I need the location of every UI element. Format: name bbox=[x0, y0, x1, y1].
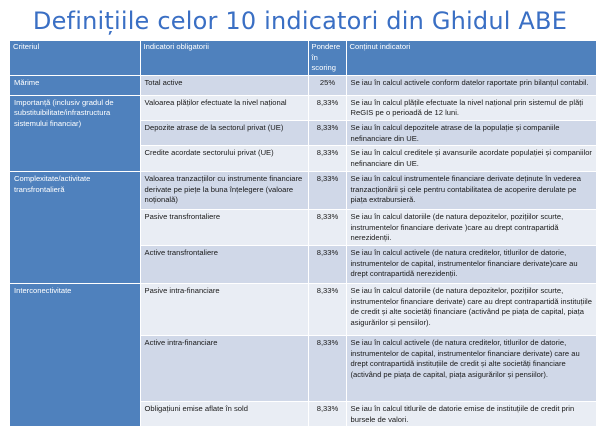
table-body bbox=[10, 75, 596, 427]
criteriu-cell: Complexitate/activitate transfrontalieră bbox=[10, 172, 140, 284]
pondere-cell: 8,33% bbox=[308, 210, 346, 246]
table-row bbox=[10, 172, 596, 210]
continut-cell: Se iau în calcul plățile efectuate la nivel național prin sistemul de plăți ReGIS pe o perioadă de 12 luni. bbox=[346, 95, 596, 120]
table-row bbox=[10, 284, 596, 336]
continut-cell: Se iau în calcul depozitele atrase de la populație și companiile nefinanciare din UE. bbox=[346, 120, 596, 145]
continut-cell: Se iau în calcul titlurile de datorie emise de instituțiile de credit prin bursele de valori. bbox=[346, 402, 596, 427]
indicator-cell: Obligațiuni emise aflate în sold bbox=[140, 402, 308, 427]
indicators-table bbox=[10, 41, 597, 427]
slide-title: Definițiile celor 10 indicatori din Ghidul ABE bbox=[32, 7, 568, 35]
header-indicatori: Indicatori obligatorii bbox=[140, 41, 308, 75]
continut-cell: Se iau în calcul datoriile (de natura depozitelor, pozițiilor scurte, instrumentelor financiare derivate )care au drept contrapartidă nerezidenții. bbox=[346, 210, 596, 246]
indicator-cell: Pasive intra-financiare bbox=[140, 284, 308, 336]
pondere-cell: 25% bbox=[308, 75, 346, 95]
criteriu-cell: Interconectivitate bbox=[10, 284, 140, 427]
indicator-cell: Active intra-financiare bbox=[140, 336, 308, 402]
criteriu-cell: Importanță (inclusiv gradul de substituibilitate/infrastructura sistemului financiar) bbox=[10, 95, 140, 171]
continut-cell: Se iau în calcul instrumentele financiare derivate deținute în vederea tranzacționării și cele pentru contabilitatea de acoperire derulate pe piața extrabursieră. bbox=[346, 172, 596, 210]
table-header-row bbox=[10, 41, 596, 75]
pondere-cell: 8,33% bbox=[308, 284, 346, 336]
header-continut: Conținut indicatori bbox=[346, 41, 596, 75]
pondere-cell: 8,33% bbox=[308, 172, 346, 210]
continut-cell: Se iau în calcul activele conform datelor raportate prin bilanțul contabil. bbox=[346, 75, 596, 95]
table-row bbox=[10, 75, 596, 95]
pondere-cell: 8,33% bbox=[308, 95, 346, 120]
indicator-cell: Depozite atrase de la sectorul privat (UE) bbox=[140, 120, 308, 145]
indicator-cell: Pasive transfrontaliere bbox=[140, 210, 308, 246]
pondere-cell: 8,33% bbox=[308, 120, 346, 145]
table-row bbox=[10, 95, 596, 120]
continut-cell: Se iau în calcul activele (de natura creditelor, titlurilor de datorie, instrumentelor de capital, instrumentelor financiare derivate) care au drept contrapartidă instituțiile de credit și alte societăți financiare (activând pe piața de capital, piața asigurărilor și pensiilor). bbox=[346, 336, 596, 402]
indicator-cell: Total active bbox=[140, 75, 308, 95]
criteriu-cell: Mărime bbox=[10, 75, 140, 95]
continut-cell: Se iau în calcul datoriile (de natura depozitelor, pozițiilor scurte, instrumentelor financiare derivate) care au drept contrapartidă instituțiile de credit și alte societăți financiare (activând pe piața de capital, piața asigurărilor și pensiilor). bbox=[346, 284, 596, 336]
indicator-cell: Credite acordate sectorului privat (UE) bbox=[140, 146, 308, 172]
continut-cell: Se iau în calcul creditele și avansurile acordate populației și companiilor nefinanciare din UE. bbox=[346, 146, 596, 172]
indicator-cell: Valoarea plăților efectuate la nivel național bbox=[140, 95, 308, 120]
pondere-cell: 8,33% bbox=[308, 402, 346, 427]
indicator-cell: Active transfrontaliere bbox=[140, 246, 308, 284]
pondere-cell: 8,33% bbox=[308, 146, 346, 172]
header-criteriu: Criteriul bbox=[10, 41, 140, 75]
header-pondere: Pondere în scoring bbox=[308, 41, 346, 75]
pondere-cell: 8,33% bbox=[308, 246, 346, 284]
indicator-cell: Valoarea tranzacțiilor cu instrumente financiare derivate pe piețe la buna înțelegere (valoare noțională) bbox=[140, 172, 308, 210]
continut-cell: Se iau în calcul activele (de natura creditelor, titlurilor de datorie, instrumentelor de capital, instrumentelor financiare derivate)care au drept contrapartidă nerezidenții. bbox=[346, 246, 596, 284]
pondere-cell: 8,33% bbox=[308, 336, 346, 402]
